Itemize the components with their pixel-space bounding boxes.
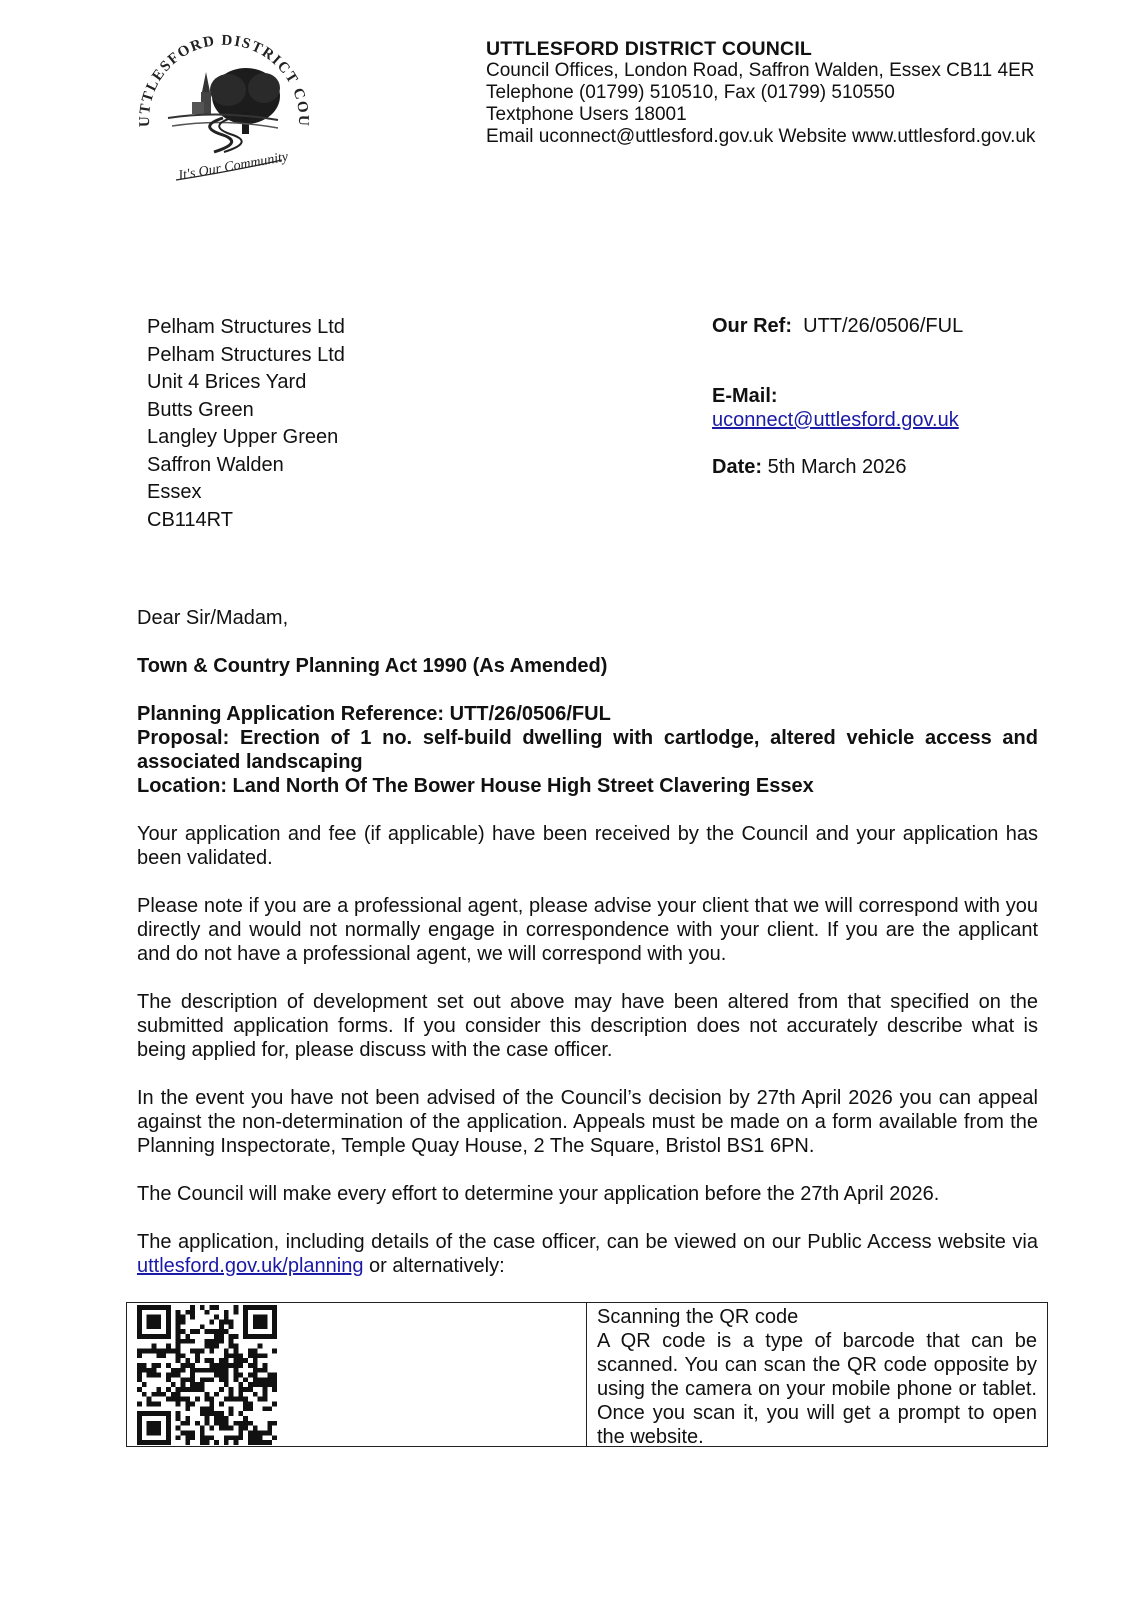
paragraph-public-access (137, 1230, 1038, 1278)
address-line: Unit 4 Brices Yard (147, 371, 307, 393)
paragraph-appeal: In the event you have not been advised of the Council’s decision by 27th April 2026 you can appeal against the non-determination of the application. Appeals must be made on a form available from the Planning Inspectorate, Temple Quay House, 2 The Square, Bristol BS1 6PN. (137, 1087, 1038, 1157)
act-heading: Town & Country Planning Act 1990 (As Amended) (137, 655, 608, 677)
paragraph-agent: Please note if you are a professional agent, please advise your client that we will correspond with you directly and would not normally engage in correspondence with your client. If you are the applicant and do not have a professional agent, we will correspond with you. (137, 895, 1038, 965)
address-line: Langley Upper Green (147, 426, 339, 448)
email-link[interactable]: uconnect@uttlesford.gov.uk (712, 409, 959, 431)
public-access-text: The application, including details of the case officer, can be viewed on our Public Access website via (137, 1231, 1038, 1253)
qr-title: Scanning the QR code (597, 1306, 799, 1328)
qr-code-icon[interactable] (137, 1305, 277, 1445)
address-line: Butts Green (147, 398, 254, 421)
address-line: Saffron Walden (147, 453, 284, 476)
planning-website-link[interactable]: uttlesford.gov.uk/planning (137, 1255, 364, 1277)
application-details (137, 702, 1038, 798)
council-crest-logo (128, 14, 318, 186)
public-access-text-end: or alternatively: (363, 1255, 505, 1277)
qr-body: A QR code is a type of barcode that can be scanned. You can scan the QR code opposite by using the camera on your mobile phone or tablet. Once you scan it, you will get a prompt to open the website. (597, 1330, 1037, 1448)
address-line: Pelham Structures Ltd (147, 343, 345, 366)
letter-body (137, 606, 1038, 1278)
logo-tagline: It's Our Community (177, 149, 290, 184)
date-row (712, 455, 963, 479)
address-line: Pelham Structures Ltd (147, 316, 345, 338)
our-ref-value: UTT/26/0506/FUL (803, 315, 964, 337)
qr-code-cell (127, 1303, 587, 1446)
greeting: Dear Sir/Madam, (137, 607, 289, 629)
qr-instructions (587, 1303, 1047, 1446)
application-proposal: Proposal: Erection of 1 no. self-build dwelling with cartlodge, altered vehicle access and associated landscaping (137, 727, 1038, 773)
our-ref-label: Our Ref: (712, 315, 792, 337)
logo-arc-text: UTTLESFORD DISTRICT COU (136, 32, 312, 128)
council-telephone: Telephone (01799) 510510, Fax (01799) 510550 (486, 82, 895, 103)
paragraph-determine: The Council will make every effort to determine your application before the 27th April 2026. (137, 1183, 940, 1205)
address-line: Essex (147, 481, 202, 503)
address-line: CB114RT (147, 508, 233, 531)
application-location: Location: Land North Of The Bower House High Street Clavering Essex (137, 775, 814, 797)
recipient-address (147, 314, 345, 534)
email-label-row (712, 384, 963, 408)
council-textphone: Textphone Users 18001 (486, 104, 687, 125)
council-name: UTTLESFORD DISTRICT COUNCIL (486, 38, 813, 60)
paragraph-validated: Your application and fee (if applicable) have been received by the Council and your application has been validated. (137, 823, 1038, 869)
date-value: 5th March 2026 (767, 456, 907, 478)
application-reference: Planning Application Reference: UTT/26/0506/FUL (137, 703, 611, 725)
council-address: Council Offices, London Road, Saffron Walden, Essex CB11 4ER (486, 60, 1035, 81)
council-header (486, 38, 1035, 148)
council-crest-icon (128, 14, 318, 186)
date-label: Date: (712, 456, 763, 478)
email-value-row (712, 408, 963, 432)
our-ref (712, 314, 963, 338)
qr-code-table (126, 1302, 1048, 1447)
reference-block (712, 314, 963, 479)
council-email-website: Email uconnect@uttlesford.gov.uk Website www.uttlesford.gov.uk (486, 126, 1036, 147)
paragraph-description: The description of development set out above may have been altered from that specified on the submitted application forms. If you consider this description does not accurately describe what is being applied for, please discuss with the case officer. (137, 991, 1038, 1061)
email-label: E-Mail: (712, 385, 778, 407)
